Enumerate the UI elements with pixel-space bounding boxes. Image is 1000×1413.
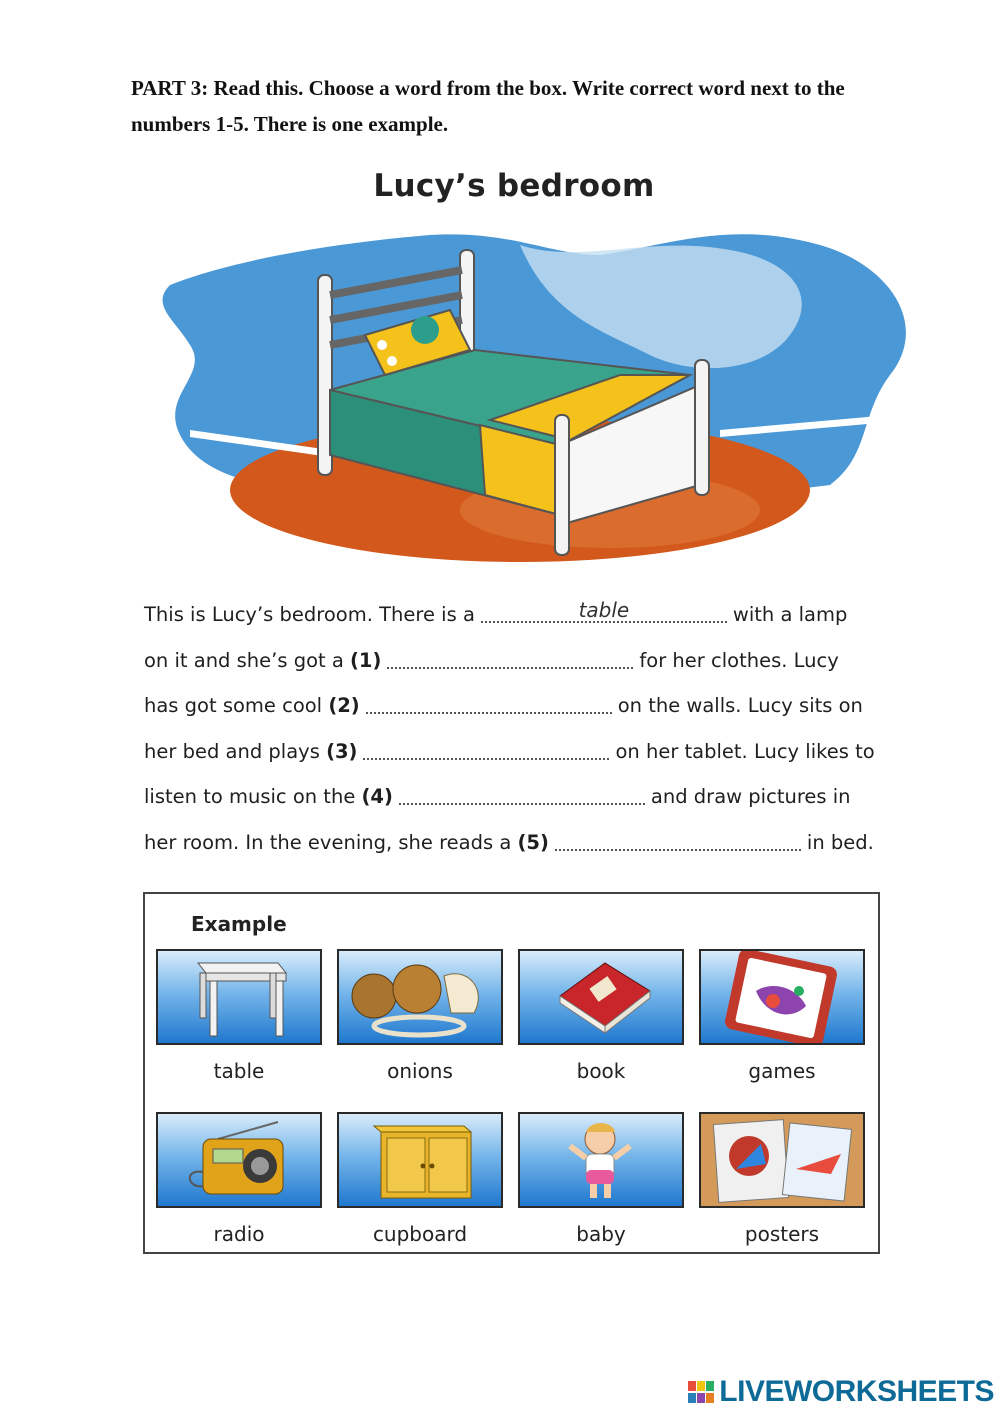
story-text-fragment: listen to music on the [144,785,356,808]
example-answer-blank [481,599,727,623]
word-card-radio [156,1112,322,1246]
story-line-4 [144,731,904,777]
bedroom-illustration [130,225,930,570]
story-text-fragment: in bed. [806,830,874,854]
question-number-3: (3) [326,739,358,763]
word-card-table [156,949,322,1083]
posters-image [699,1112,865,1208]
question-number-1: (1) [350,648,382,672]
radio-image [156,1112,322,1208]
story-text-fragment: This is Lucy’s bedroom. There is a [144,603,475,626]
liveworksheets-wordmark: LIVEWORKSHEETS [719,1375,994,1408]
question-number-5: (5) [517,830,549,854]
word-label: table [213,1059,265,1083]
word-label: games [748,1059,816,1083]
word-card-cupboard [337,1112,503,1246]
story-text-fragment: on it and she’s got a [144,648,344,672]
liveworksheets-logo-icon [688,1381,716,1403]
word-card-posters [699,1112,865,1246]
word-label: baby [576,1222,626,1246]
word-card-onions [337,949,503,1083]
word-label: cupboard [372,1222,468,1246]
story-text-fragment: on her tablet. Lucy likes to [615,739,875,763]
onions-image [337,949,503,1045]
story-line-2 [144,640,904,686]
answer-blank-1[interactable] [387,645,633,669]
word-card-book [518,949,684,1083]
liveworksheets-logo [688,1377,994,1407]
answer-blank-4[interactable] [399,781,645,805]
story-text-fragment: her bed and plays [144,739,320,763]
word-box [143,892,880,1254]
word-label: book [576,1059,626,1083]
story-text [144,594,904,867]
baby-image [518,1112,684,1208]
story-text-fragment: with a lamp [732,603,848,626]
worksheet-title: Lucy’s bedroom [373,168,655,204]
story-text-fragment: on the walls. Lucy sits on [617,694,863,717]
answer-blank-5[interactable] [555,827,801,851]
story-line-1 [144,594,904,640]
story-text-fragment: for her clothes. Lucy [639,648,839,672]
story-line-6 [144,822,904,868]
word-card-games [699,949,865,1083]
story-text-fragment: has got some cool [144,694,323,717]
word-label: radio [213,1222,265,1246]
example-answer: table [578,598,630,622]
example-label: Example [191,912,287,936]
question-number-2: (2) [328,694,360,717]
book-image [518,949,684,1045]
story-text-fragment: and draw pictures in [650,785,851,808]
story-text-fragment: her room. In the evening, she reads a [144,830,512,854]
answer-blank-2[interactable] [366,690,612,714]
story-line-5 [144,776,904,822]
answer-blank-3[interactable] [363,736,609,760]
word-label: posters [744,1222,820,1246]
table-image [156,949,322,1045]
games-image [699,949,865,1045]
cupboard-image [337,1112,503,1208]
story-line-3 [144,685,904,731]
question-number-4: (4) [361,785,393,808]
word-label: onions [387,1059,453,1083]
word-card-baby [518,1112,684,1246]
instructions: PART 3: Read this. Choose a word from the box. Write correct word next to the numbers 1-5. There is one example. [131,76,845,136]
